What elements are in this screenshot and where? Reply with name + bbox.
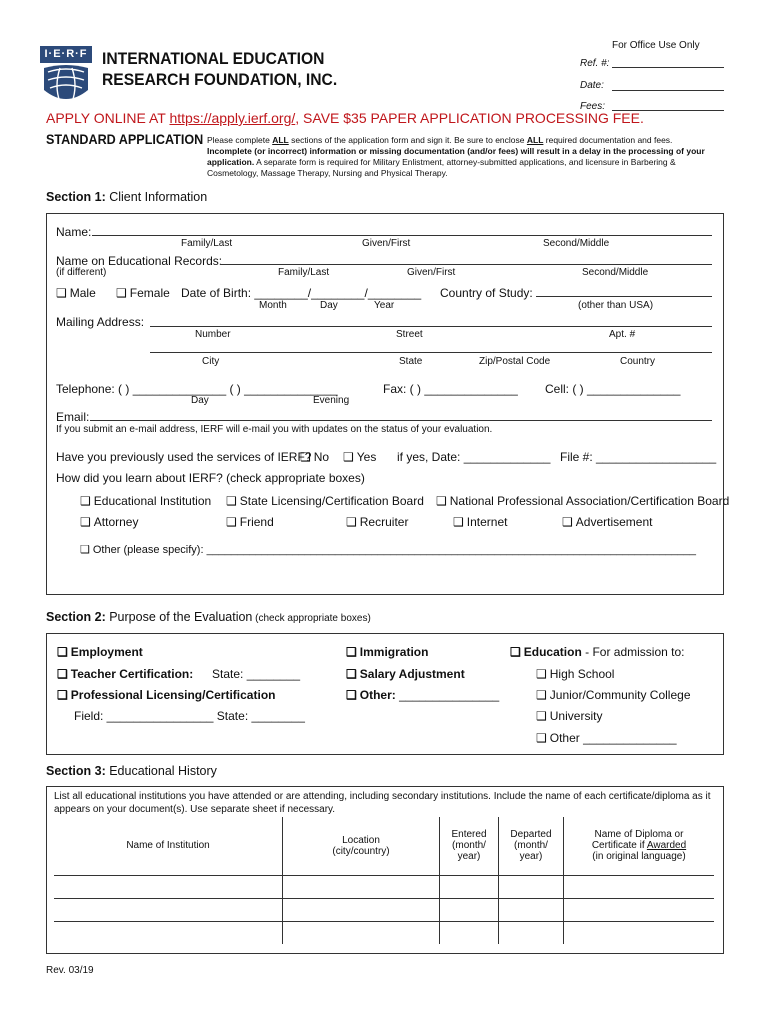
standard-application-title: STANDARD APPLICATION [46, 131, 204, 147]
female-checkbox[interactable]: ❑ Female [116, 286, 170, 300]
learn-attorney-checkbox[interactable]: ❑ Attorney [80, 515, 138, 529]
fax-field[interactable]: Fax: ( ) ______________ [383, 382, 518, 396]
learn-state-board-checkbox[interactable]: ❑ State Licensing/Certification Board [226, 494, 424, 508]
learn-internet-checkbox[interactable]: ❑ Internet [453, 515, 507, 529]
male-checkbox[interactable]: ❑ Male [56, 286, 96, 300]
office-use-label: For Office Use Only [612, 40, 700, 51]
mailing-label: Mailing Address: [56, 315, 145, 329]
records-family-caption: Family/Last [278, 267, 330, 278]
ref-field[interactable] [612, 67, 724, 68]
records-name-field[interactable] [220, 264, 712, 265]
mailing-line2[interactable] [150, 352, 712, 353]
cell-field[interactable]: Cell: ( ) ______________ [545, 382, 681, 396]
learn-advertisement-checkbox[interactable]: ❑ Advertisement [562, 515, 652, 529]
purpose-education-checkbox[interactable]: ❑ Education - For admission to: [510, 645, 684, 659]
name-family-caption: Family/Last [181, 238, 233, 249]
learn-national-checkbox[interactable]: ❑ National Professional Association/Certification Board [436, 494, 729, 508]
previous-question: Have you previously used the services of IERF? [56, 450, 312, 464]
purpose-professional-checkbox[interactable]: ❑ Professional Licensing/Certification [57, 688, 275, 702]
org-name-line1: INTERNATIONAL EDUCATION [102, 49, 325, 68]
name-given-caption: Given/First [362, 238, 411, 249]
section3-title: Section 3: Educational History [46, 764, 217, 778]
date-office-label: Date: [580, 80, 604, 91]
month-caption: Month [259, 300, 287, 311]
ref-label: Ref. #: [580, 58, 610, 69]
records-given-caption: Given/First [407, 267, 456, 278]
col-diploma: Name of Diploma or Certificate if Awarded (in original language) [591, 829, 687, 863]
telephone-field[interactable]: Telephone: ( ) ______________ ( ) ______________ [56, 382, 338, 396]
col-name: Name of Institution [54, 817, 283, 875]
apply-online-banner [46, 110, 644, 126]
org-name-line2: RESEARCH FOUNDATION, INC. [102, 70, 338, 89]
purpose-other-field[interactable]: ❑ Other: _______________ [346, 688, 499, 702]
learn-recruiter-checkbox[interactable]: ❑ Recruiter [346, 515, 408, 529]
day-caption: Day [320, 300, 338, 311]
previous-yes-checkbox[interactable]: ❑ Yes [343, 450, 376, 464]
section1-title: Section 1: Client Information [46, 190, 208, 204]
logo-text: I·E·R·F [40, 46, 92, 63]
edu-high-school-checkbox[interactable]: ❑ High School [536, 667, 614, 681]
apply-prefix: APPLY ONLINE AT [46, 110, 170, 126]
col-departed: Departed (month/ year) [499, 817, 564, 875]
learn-other-field[interactable]: ❑ Other (please specify): ________________________________________________________________________________ [80, 543, 696, 556]
phone-day-caption: Day [191, 395, 209, 406]
street-caption: Street [396, 329, 423, 340]
email-label: Email: [56, 410, 90, 424]
learn-question: How did you learn about IERF? (check appropriate boxes) [56, 471, 365, 485]
purpose-immigration-checkbox[interactable]: ❑ Immigration [346, 645, 428, 659]
revision-label: Rev. 03/19 [46, 965, 94, 976]
other-than-usa: (other than USA) [578, 300, 654, 311]
instructions: Please complete ALL sections of the application form and sign it. Be sure to enclose ALL required documentation and fees. Incomplete (or incorrect) information or missing documentation (and/or fees) will result in a delay in the processing of your application. A separate form is required for Military Enlistment, attorney-submitted applications, and licensure in Barbering & Cosmetology, Massage Therapy, Nursing and Physical Therapy. [207, 135, 705, 178]
table-header-row [54, 817, 714, 875]
section2-title: Section 2: Purpose of the Evaluation (check appropriate boxes) [46, 610, 371, 624]
country-caption: Country [620, 356, 656, 367]
year-caption: Year [374, 300, 395, 311]
fees-label: Fees: [580, 101, 606, 112]
dob-field[interactable]: Date of Birth: ________/________/________ [181, 286, 422, 300]
table-row[interactable] [54, 921, 714, 944]
country-study-field[interactable] [536, 296, 712, 297]
purpose-salary-checkbox[interactable]: ❑ Salary Adjustment [346, 667, 465, 681]
if-different: (if different) [56, 267, 107, 278]
email-field[interactable] [90, 420, 712, 421]
mailing-line1[interactable] [150, 326, 712, 327]
learn-friend-checkbox[interactable]: ❑ Friend [226, 515, 274, 529]
section3-intro: List all educational institutions you have attended or are attending, including secondary institutions. Include the name of each certificate/diploma as it appears on your document(s). Use separate sheet if necessary. [54, 791, 711, 815]
name-field[interactable] [92, 235, 712, 236]
teacher-state-field[interactable]: State: ________ [212, 667, 301, 681]
name-middle-caption: Second/Middle [543, 238, 610, 249]
state-caption: State [399, 356, 423, 367]
phone-evening-caption: Evening [313, 395, 350, 406]
name-label: Name: [56, 225, 92, 239]
field-state-field[interactable]: Field: ________________ State: ________ [74, 709, 305, 723]
zip-caption: Zip/Postal Code [479, 356, 551, 367]
city-caption: City [202, 356, 220, 367]
globe-icon [40, 46, 92, 108]
learn-educational-checkbox[interactable]: ❑ Educational Institution [80, 494, 211, 508]
previous-date-field[interactable]: if yes, Date: _____________ [397, 450, 551, 464]
ierf-logo [40, 46, 92, 108]
table-row[interactable] [54, 875, 714, 898]
apt-caption: Apt. # [609, 329, 636, 340]
edu-junior-college-checkbox[interactable]: ❑ Junior/Community College [536, 688, 691, 702]
apply-suffix: , SAVE $35 PAPER APPLICATION PROCESSING FEE. [295, 110, 644, 126]
email-note: If you submit an e-mail address, IERF will e-mail you with updates on the status of your evaluation. [56, 424, 493, 435]
number-caption: Number [195, 329, 231, 340]
edu-university-checkbox[interactable]: ❑ University [536, 709, 602, 723]
col-entered: Entered (month/ year) [440, 817, 499, 875]
previous-no-checkbox[interactable]: ❑ No [300, 450, 329, 464]
records-middle-caption: Second/Middle [582, 267, 649, 278]
col-location: Location (city/country) [283, 817, 440, 875]
education-history-table [54, 817, 714, 944]
records-label: Name on Educational Records: [56, 254, 223, 268]
country-study-label: Country of Study: [440, 286, 533, 300]
apply-link[interactable]: https://apply.ierf.org/ [169, 110, 296, 126]
edu-other-field[interactable]: ❑ Other ______________ [536, 731, 677, 745]
date-office-field[interactable] [612, 90, 724, 91]
purpose-teacher-checkbox[interactable]: ❑ Teacher Certification: [57, 667, 193, 681]
file-number-field[interactable]: File #: __________________ [560, 450, 717, 464]
table-row[interactable] [54, 898, 714, 921]
purpose-employment-checkbox[interactable]: ❑ Employment [57, 645, 143, 659]
